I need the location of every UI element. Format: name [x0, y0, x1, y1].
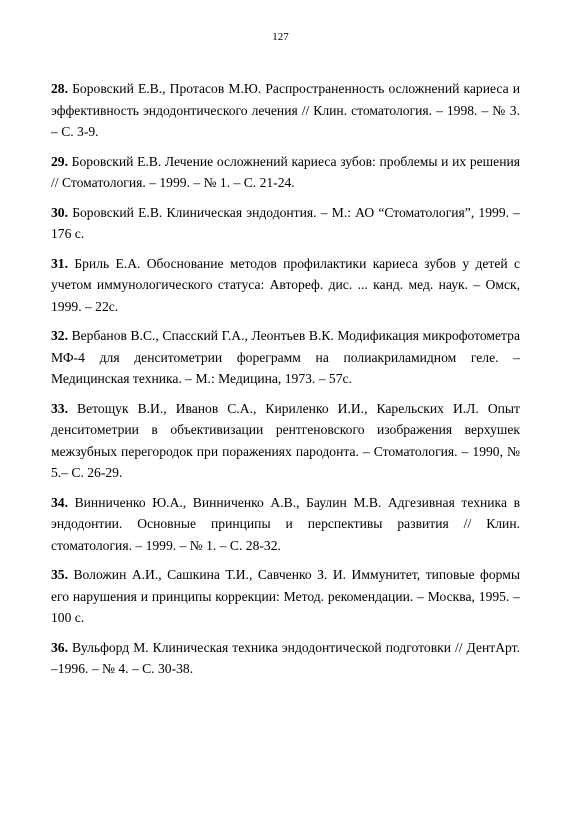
reference-text: Ветощук В.И., Иванов С.А., Кириленко И.И., Карельских И.Л. Опыт денситометрии в объективизации рентгеновского изображения верхушек межзубных перегородок при поражениях пародонта. – Стоматология. – 1990, № 5.– С. 26-29.	[51, 400, 520, 480]
reference-text: Боровский Е.В. Клиническая эндодонтия. – М.: АО “Стоматология”, 1999. – 176 с.	[51, 204, 521, 241]
reference-text: Вербанов В.С., Спасский Г.А., Леонтьев В.К. Модификация микрофотометра МФ-4 для денситометрии фореграмм на полиакриламидном геле. – Медицинская техника. – М.: Медицина, 1973. – 57с.	[51, 328, 520, 386]
reference-item	[51, 253, 520, 318]
reference-list	[51, 78, 520, 688]
reference-number: 31.	[51, 255, 68, 271]
reference-number: 32.	[51, 328, 68, 343]
reference-item	[51, 637, 520, 680]
reference-number: 35.	[51, 567, 68, 582]
reference-number: 29.	[51, 153, 68, 169]
reference-number: 28.	[51, 81, 68, 96]
reference-text: Боровский Е.В. Лечение осложнений кариеса зубов: проблемы и их решения // Стоматология. – 1999. – № 1. – С. 21-24.	[51, 153, 520, 190]
reference-item	[51, 564, 520, 629]
reference-item	[51, 151, 520, 194]
reference-item	[51, 78, 520, 143]
reference-text: Винниченко Ю.А., Винниченко А.В., Баулин М.В. Адгезивная техника в эндодонтии. Основные принципы и перспективы развития // Клин. стоматология. – 1999. – № 1. – С. 28-32.	[51, 494, 520, 553]
reference-item	[51, 398, 520, 484]
reference-number: 34.	[51, 494, 68, 510]
reference-number: 30.	[51, 204, 68, 220]
reference-text: Бриль Е.А. Обоснование методов профилактики кариеса зубов у детей с учетом иммунологического статуса: Автореф. дис. ... канд. мед. наук. – Омск, 1999. – 22с.	[51, 255, 520, 314]
reference-text: Воложин А.И., Сашкина Т.И., Савченко З. И. Иммунитет, типовые формы его нарушения и принципы коррекции: Метод. рекомендации. – Москва, 1995. – 100 с.	[51, 567, 520, 625]
reference-item	[51, 202, 520, 245]
reference-number: 36.	[51, 639, 68, 655]
reference-text: Боровский Е.В., Протасов М.Ю. Распространенность осложнений кариеса и эффективность эндодонтического лечения // Клин. стоматология. – 1998. – № 3. – С. 3-9.	[51, 81, 520, 139]
reference-item	[51, 492, 520, 557]
page-number: 127	[272, 31, 289, 43]
reference-number: 33.	[51, 400, 68, 416]
reference-item	[51, 325, 520, 390]
reference-text: Вульфорд М. Клиническая техника эндодонтической подготовки // ДентАрт. –1996. – № 4. – С. 30-38.	[51, 639, 520, 676]
